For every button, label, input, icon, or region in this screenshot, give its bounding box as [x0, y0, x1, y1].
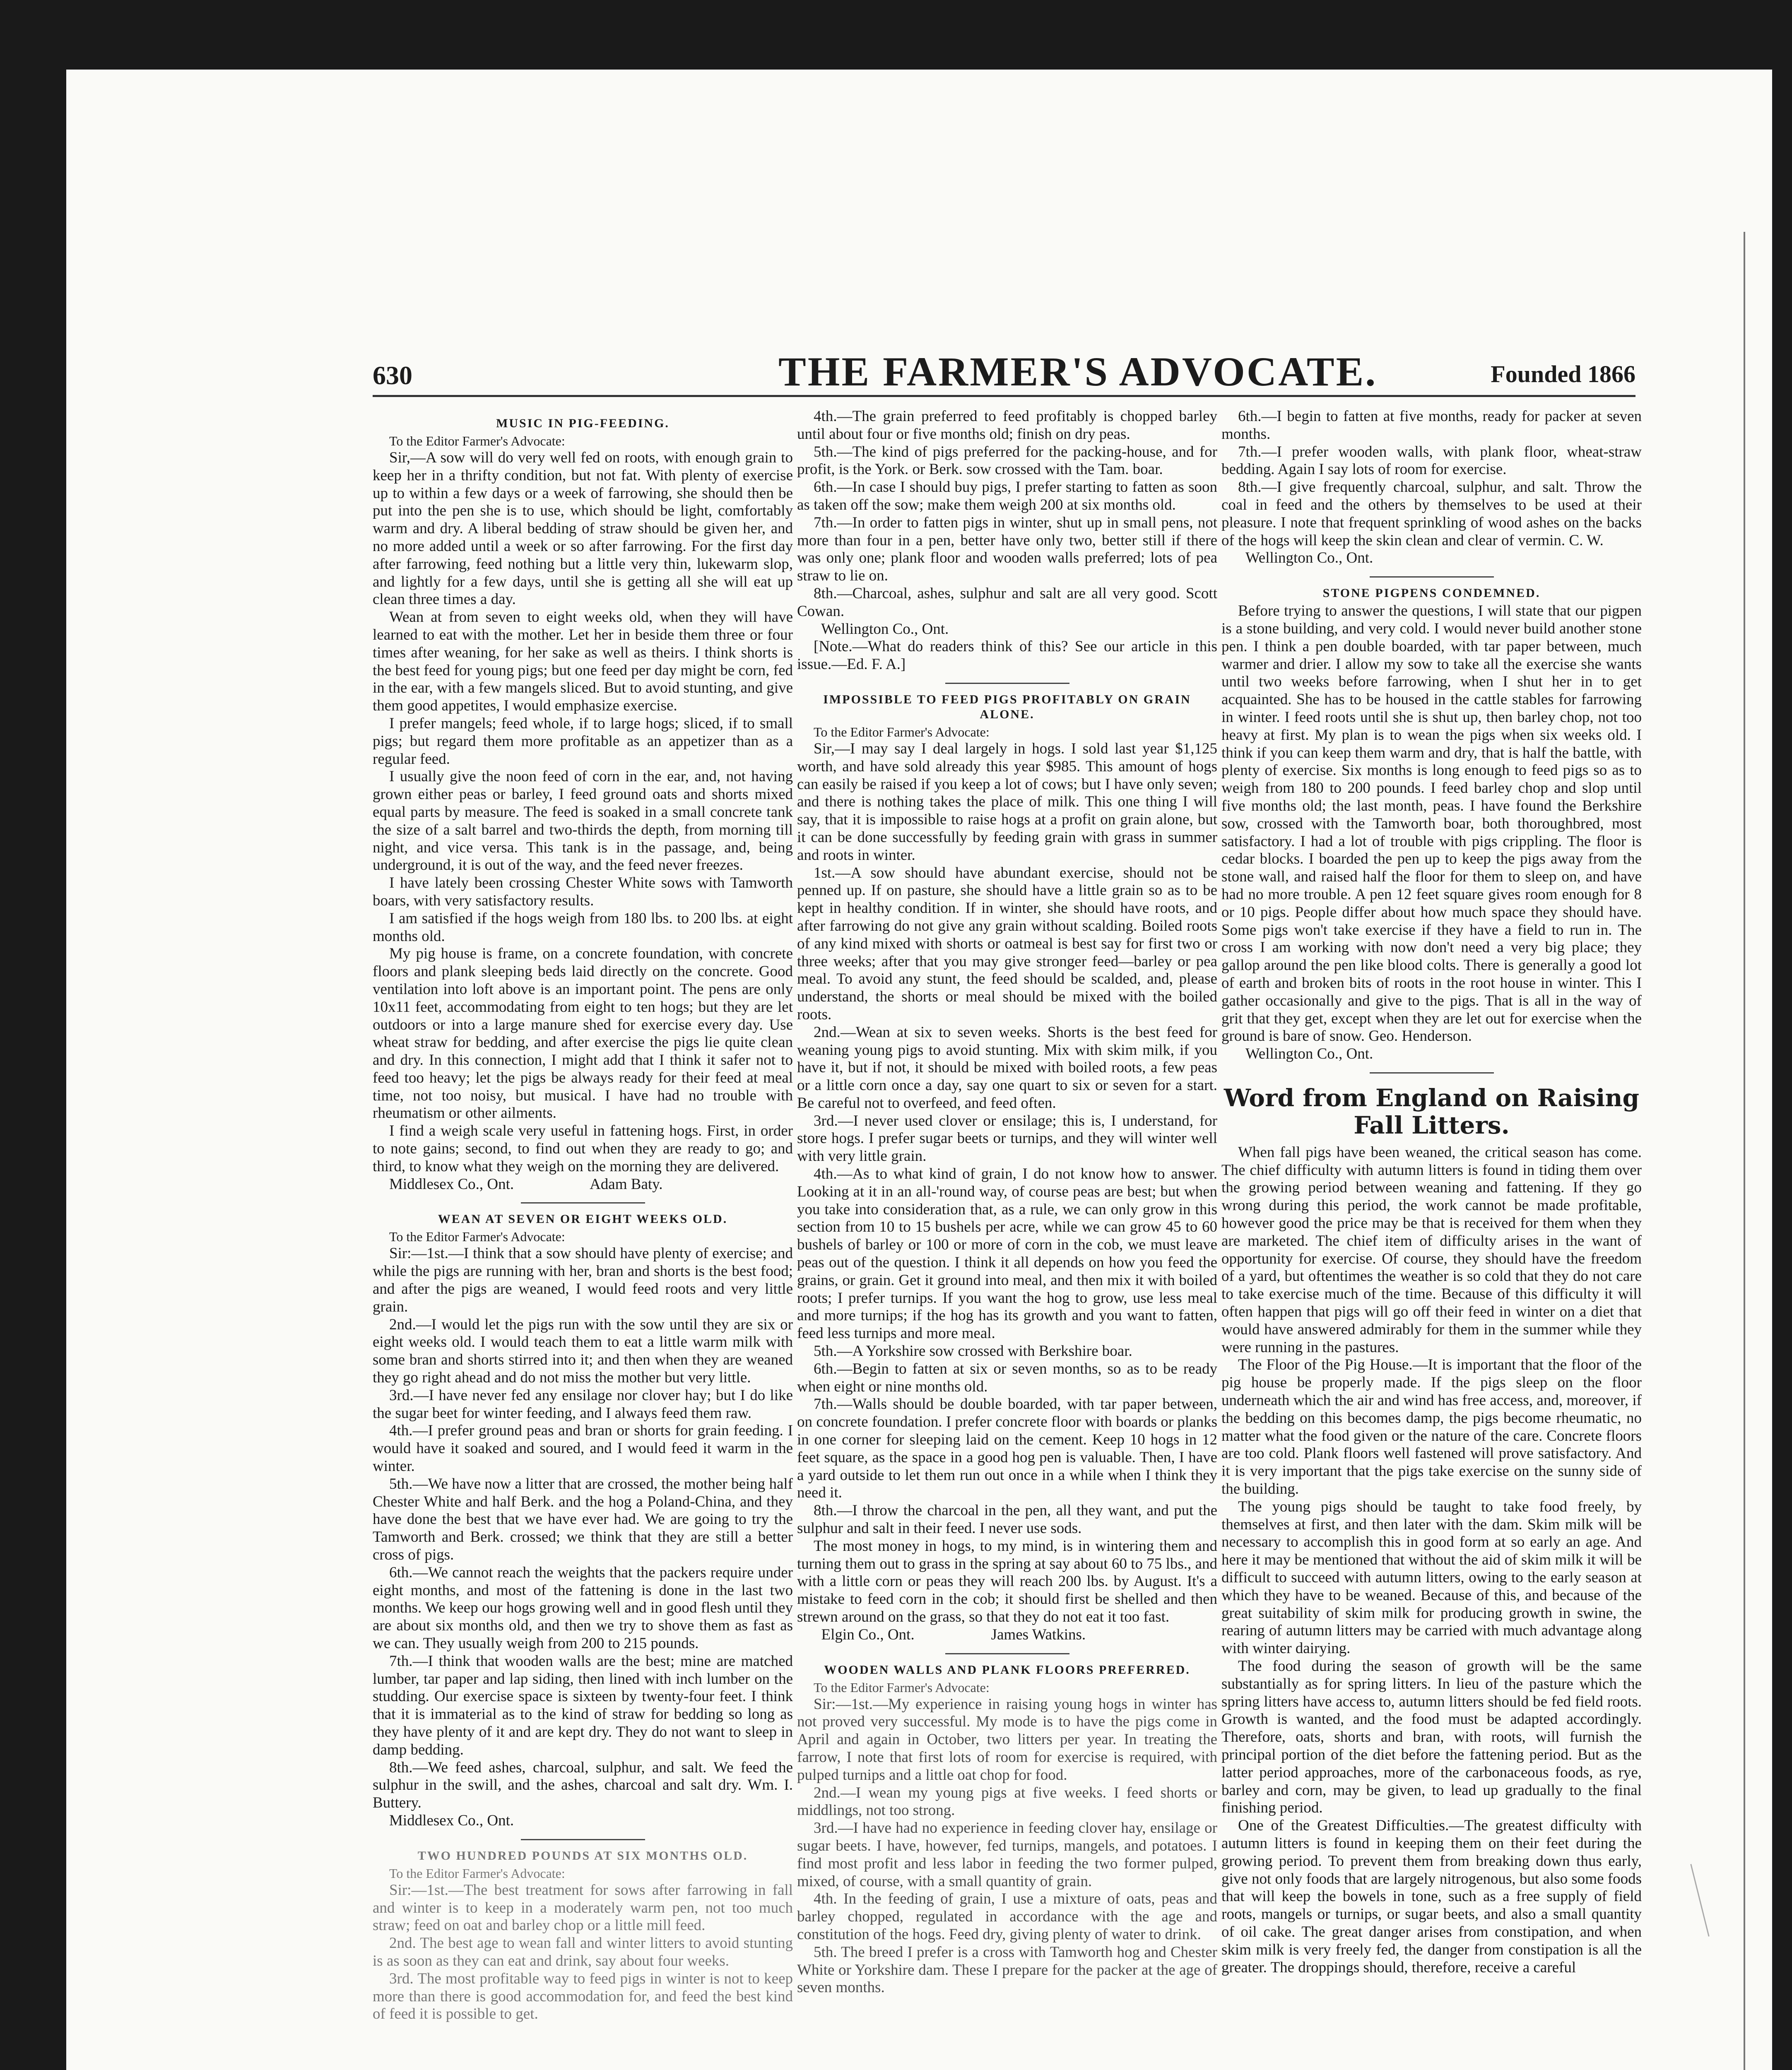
editor-salutation: To the Editor Farmer's Advocate: [389, 433, 565, 448]
signature-line: Wellington Co., Ont. [814, 620, 949, 638]
article-paragraph: 8th.—I throw the charcoal in the pen, all they want, and put the sulphur and salt in their feed. I never use sods. [797, 1502, 1217, 1537]
article-paragraph: 5th.—The kind of pigs preferred for the packing-house, and for profit, is the York. or Berk. sow crossed with the Tam. boar. [797, 443, 1217, 478]
article-paragraph: 8th.—Charcoal, ashes, sulphur and salt are all very good. Scott Cowan. [797, 585, 1217, 620]
signature-line: Wellington Co., Ont. [1238, 549, 1373, 567]
article-paragraph: 4th.—The grain preferred to feed profitably is chopped barley until about four or five months old; finish on dry peas. [797, 408, 1217, 443]
section-divider [521, 1202, 645, 1203]
article-paragraph: 2nd.—I wean my young pigs at five weeks. I feed shorts or middlings, not too strong. [797, 1784, 1217, 1819]
signature-line: Elgin Co., Ont. James Watkins. [814, 1626, 1086, 1643]
article-paragraph: 1st.—A sow should have abundant exercise, should not be penned up. If on pasture, she should have a little grain so as to be kept in healthy condition. If in winter, she should have roots, and after farrowing do not give any grain without scalding. Boiled roots of any kind mixed with shorts or oatmeal is best say for first two or three weeks; after that you may give stronger feed—barley or pea meal. To avoid any stunt, the feed should be scalded, and, please understand, the shorts or meal should be mixed with the boiled roots. [797, 864, 1217, 1023]
signature-line: Wellington Co., Ont. [1238, 1045, 1373, 1063]
section-divider [945, 683, 1069, 684]
signature-line: Middlesex Co., Ont. Adam Baty. [389, 1175, 663, 1193]
article-paragraph: Sir,—I may say I deal largely in hogs. I sold last year $1,125 worth, and have sold already this year $985. This amount of hogs can easily be raised if you keep a lot of cows; but I have only seven; and there is nothing takes the place of milk. This one thing I will say, that it is impossible to raise hogs at a profit on grain alone, but it can be done successfully by feeding grain with grass in summer and roots in winter. [797, 740, 1217, 864]
scan-border-left [0, 0, 66, 2070]
article-heading: WEAN AT SEVEN OR EIGHT WEEKS OLD. [438, 1212, 728, 1226]
editor-salutation: To the Editor Farmer's Advocate: [389, 1229, 565, 1244]
page-number: 630 [373, 361, 412, 390]
article-paragraph: 6th.—Begin to fatten at six or seven months, so as to be ready when eight or nine months old. [797, 1360, 1217, 1395]
article-paragraph: 7th.—In order to fatten pigs in winter, shut up in small pens, not more than four in a pen, better have only two, better still if there was only one; plank floor and wooden walls preferred; lots of pea straw to lie on. [797, 514, 1217, 585]
article-heading: TWO HUNDRED POUNDS AT SIX MONTHS OLD. [417, 1849, 748, 1863]
column-1 [373, 408, 793, 2064]
page-edge-line [1744, 232, 1745, 2070]
article-paragraph: 4th.—As to what kind of grain, I do not know how to answer. Looking at it in an all-'round way, of course peas are best; but when you take into consideration that, as a rule, we can only grow in this section from 10 to 15 bushels per acre, while we can grow 45 to 60 bushels of barley or 100 or more of corn in the cob, we must leave peas out of the question. I think it all depends on how you feed the grains, or grain. Get it ground into meal, and then mix it with boiled roots; I prefer turnips. If you want the hog to grow, use less meal and more turnips; if the hog has its growth and you want to fatten, feed less turnips and more meal. [797, 1165, 1217, 1342]
article-paragraph: The Floor of the Pig House.—It is important that the floor of the pig house be properly made. If the pigs sleep on the floor underneath which the air and wind has free access, and, moreover, if the bedding on this becomes damp, the pigs become rheumatic, no matter what the food given or the nature of the care. Concrete floors are too cold. Plank floors well fastened will prove satisfactory. And it is very important that the pigs take exercise on the sunny side of the building. [1221, 1356, 1642, 1498]
article-paragraph: 4th.—I prefer ground peas and bran or shorts for grain feeding. I would have it soaked and soured, and I would feed it warm in the winter. [373, 1422, 793, 1475]
article-paragraph: 8th.—I give frequently charcoal, sulphur, and salt. Throw the coal in feed and the others by themselves to be used at their pleasure. I note that frequent sprinkling of wood ashes on the backs of the hogs will keep the skin clean and clear of vermin. C. W. [1221, 479, 1642, 549]
founded-note: Founded 1866 [1491, 361, 1635, 388]
article-paragraph: Sir,—A sow will do very well fed on roots, with enough grain to keep her in a thrifty condition, but not fat. With plenty of exercise up to within a few days or a week of farrowing, she should then be put into the pen she is to use, which should be light, comfortably warm and dry. A liberal bedding of straw should be given her, and no more added until a week or so after farrowing. For the first day after farrowing, feed nothing but a little very thin, lukewarm slop, and lightly for a few days, until she is getting all she will eat up clean three times a day. [373, 449, 793, 608]
article-paragraph: 8th.—We feed ashes, charcoal, sulphur, and salt. We feed the sulphur in the swill, and the ashes, charcoal and salt dry. Wm. I. Buttery. [373, 1759, 793, 1812]
article-paragraph: 7th.—Walls should be double boarded, with tar paper between, on concrete foundation. I prefer concrete floor with boards or planks in one corner for sleeping laid on the cement. Keep 10 hogs in 12 feet square, as the space in a good hog pen is valuable. Then, I have a yard outside to let them run out once in a while when I think they need it. [797, 1396, 1217, 1502]
article-paragraph: Sir:—1st.—I think that a sow should have plenty of exercise; and while the pigs are running with her, bran and shorts is the best food; and after the pigs are weaned, I would feed roots and very little grain. [373, 1245, 793, 1315]
article-paragraph: 4th. In the feeding of grain, I use a mixture of oats, peas and barley chopped, regulated in accordance with the age and constitution of the hogs. Feed dry, giving plenty of water to drink. [797, 1890, 1217, 1943]
article-paragraph: Wean at from seven to eight weeks old, when they will have learned to eat with the mother. Let her in beside them three or four times after weaning, for her sake as well as theirs. I think shorts is the best feed for young pigs; but one feed per day might be corn, fed in the ear, with a few mangels sliced. But to avoid stunting, and give them good appetites, I would emphasize exercise. [373, 609, 793, 715]
editor-salutation: To the Editor Farmer's Advocate: [389, 1865, 565, 1881]
section-divider [945, 1653, 1069, 1654]
article-paragraph: The young pigs should be taught to take food freely, by themselves at first, and then later with the dam. Skim milk will be necessary to accomplish this in good form at so early an age. And here it may be mentioned that without the aid of skim milk it will be difficult to succeed with autumn litters, owing to the early season at which they have to be weaned. Because of this, and because of the great suitability of skim milk for producing growth in swine, the rearing of autumn litters may be carried with much advantage along with winter dairying. [1221, 1498, 1642, 1657]
article-paragraph: 6th.—In case I should buy pigs, I prefer starting to fatten as soon as taken off the sow; make them weigh 200 at six months old. [797, 479, 1217, 513]
editor-salutation: To the Editor Farmer's Advocate: [814, 1680, 990, 1695]
article-paragraph: 5th. The breed I prefer is a cross with Tamworth hog and Chester White or Yorkshire dam. These I prepare for the packer at the age of seven months. [797, 1943, 1217, 1996]
article-paragraph: One of the Greatest Difficulties.—The greatest difficulty with autumn litters is found in keeping them on their feet during the growing period. To prevent them from breaking down thus early, give not only foods that are largely nitrogenous, but also some foods that will keep the bowels in tone, such as a free supply of field roots, mangels or turnips, or sugar beets, and also a small quantity of oil cake. The great danger arises from constipation, and when skim milk is very freely fed, the danger from constipation is all the greater. The droppings should, therefore, receive a careful [1221, 1817, 1642, 1976]
article-paragraph: 3rd.—I have had no experience in feeding clover hay, ensilage or sugar beets. I have, however, fed turnips, mangels, and potatoes. I find most profit and less labor in feeding the two former pulped, mixed, of course, with a small quantity of grain. [797, 1820, 1217, 1890]
column-2 [797, 408, 1217, 2064]
signature-line: Middlesex Co., Ont. [389, 1812, 514, 1829]
article-paragraph: 3rd.—I never used clover or ensilage; this is, I understand, for store hogs. I prefer sugar beets or turnips, and they will winter well with very little grain. [797, 1112, 1217, 1165]
article-paragraph: Sir:—1st.—My experience in raising young hogs in winter has not proved very successful. My mode is to have the pigs come in April and again in October, two litters per year. In treating the farrow, I note that first lots of room for exercise is required, with pulped turnips and a little oat chop for food. [797, 1695, 1217, 1784]
article-paragraph: 3rd. The most profitable way to feed pigs in winter is not to keep more than there is good accommodation for, and feed the best kind of feed it is possible to get. [373, 1970, 793, 2023]
article-paragraph: When fall pigs have been weaned, the critical season has come. The chief difficulty with autumn litters is found in tiding them over the growing period between weaning and fattening. If they go wrong during this period, the work cannot be made profitable, however good the price may be that is received for them when they are marketed. The chief item of difficulty arises in the want of opportunity for exercise. Of course, they should have the freedom of a yard, but oftentimes the weather is so cold that they do not care to take exercise much of the time. Because of this difficulty it will often happen that pigs will go off their feed in winter on a diet that would have answered admirably for them in the summer while they were running in the pastures. [1221, 1143, 1642, 1356]
article-paragraph: I usually give the noon feed of corn in the ear, and, not having grown either peas or barley, I feed ground oats and shorts mixed equal parts by measure. The feed is soaked in a small concrete tank the size of a salt barrel and two-thirds the depth, from morning till night, and vice versa. This tank is in the passage, and, being underground, it is out of the way, and the feed never freezes. [373, 768, 793, 874]
article-paragraph: I find a weigh scale very useful in fattening hogs. First, in order to note gains; second, to find out when they are ready to go; and third, to know what they weigh on the morning they are delivered. [373, 1122, 793, 1175]
column-3 [1221, 408, 1642, 2064]
article-paragraph: 5th.—A Yorkshire sow crossed with Berkshire boar. [814, 1343, 1132, 1360]
article-paragraph: 5th.—We have now a litter that are crossed, the mother being half Chester White and half Berk. and the hog a Poland-China, and they have done the best that we have ever had. We are going to try the Tamworth and Berk. crossed; we think that they are still a better cross of pigs. [373, 1475, 793, 1564]
article-heading: MUSIC IN PIG-FEEDING. [496, 416, 670, 430]
article-paragraph: The most money in hogs, to my mind, is in wintering them and turning them out to grass in the spring at say about 60 to 75 lbs., and with a little corn or peas they will reach 200 lbs. by August. It's a mistake to feed corn in the cob; it should first be shelled and then strewn around on the grass, so that they do not eat it too fast. [797, 1537, 1217, 1625]
article-heading: IMPOSSIBLE TO FEED PIGS PROFITABLY ON GRAIN ALONE. [823, 692, 1191, 721]
article-paragraph: I am satisfied if the hogs weigh from 180 lbs. to 200 lbs. at eight months old. [373, 910, 793, 945]
article-paragraph: 7th.—I prefer wooden walls, with plank floor, wheat-straw bedding. Again I say lots of room for exercise. [1221, 443, 1642, 478]
feature-headline: Word from England on Raising Fall Litters. [1224, 1083, 1640, 1139]
section-divider [1370, 1072, 1494, 1074]
article-paragraph: Sir:—1st.—The best treatment for sows after farrowing in fall and winter is to keep in a moderately warm pen, not too much straw; feed on oat and barley chop or a little mill feed. [373, 1881, 793, 1934]
article-paragraph: 7th.—I think that wooden walls are the best; mine are matched lumber, tar paper and lap siding, then lined with inch lumber on the studding. Our exercise space is sixteen by twenty-four feet. I think that it is immaterial as to the kind of straw for bedding so long as they have plenty of it and are kept dry. They do not want to sleep in damp bedding. [373, 1652, 793, 1758]
article-paragraph: 6th.—We cannot reach the weights that the packers require under eight months, and most of the fattening is done in the last two months. We keep our hogs growing well and in good flesh until they are about six months old, and then we try to shove them as fast as we can. They usually weigh from 200 to 215 pounds. [373, 1564, 793, 1652]
article-paragraph: 2nd. The best age to wean fall and winter litters to avoid stunting is as soon as they can eat and drink, say about four weeks. [373, 1935, 793, 1969]
header-rule [373, 395, 1635, 397]
article-paragraph: 3rd.—I have never fed any ensilage nor clover hay; but I do like the sugar beet for winter feeding, and I always feed them raw. [373, 1386, 793, 1422]
scan-border-top [0, 0, 1792, 70]
article-paragraph: The food during the season of growth will be the same substantially as for spring litters. In lieu of the pasture which the spring litters have access to, autumn litters should be fed field roots. Growth is wanted, and the food must be adapted accordingly. Therefore, oats, shorts and bran, with roots, will furnish the principal portion of the diet before the fattening period. But as the latter period approaches, more of the carbonaceous foods, as rye, barley and corn, may be given, to lead up gradually to the final finishing period. [1221, 1658, 1642, 1817]
article-heading: STONE PIGPENS CONDEMNED. [1322, 586, 1541, 600]
article-heading: WOODEN WALLS AND PLANK FLOORS PREFERRED. [824, 1663, 1190, 1677]
section-divider [1370, 576, 1494, 578]
editor-salutation: To the Editor Farmer's Advocate: [814, 724, 990, 739]
section-divider [521, 1839, 645, 1840]
article-paragraph: 2nd.—Wean at six to seven weeks. Shorts is the best feed for weaning young pigs to avoid stunting. Mix with skim milk, if you have it, but if not, it should be mixed with boiled roots, a few peas or a little corn once a day, say one quart to six or seven for a start. Be careful not to overfeed, and feed often. [797, 1023, 1217, 1112]
masthead-title: THE FARMER'S ADVOCATE. [778, 349, 1378, 395]
page-header [373, 348, 1635, 397]
article-paragraph: 6th.—I begin to fatten at five months, ready for packer at seven months. [1221, 408, 1642, 443]
article-paragraph: I prefer mangels; feed whole, if to large hogs; sliced, if to small pigs; but regard them more profitable as an appetizer than as a regular feed. [373, 715, 793, 768]
scan-border-right [1772, 0, 1792, 2070]
article-paragraph: Before trying to answer the questions, I will state that our pigpen is a stone building, and very cold. I would never build another stone pen. I think a pen double boarded, with tar paper between, much warmer and drier. I allow my sow to take all the exercise she wants until two weeks before farrowing, when I shut her in to get acquainted. She has to be housed in the cattle stables for farrowing in winter. I feed roots until she is shut up, then barley chop, not too heavy at first. My plan is to wean the pigs when six weeks old. I think if you can keep them warm and dry, that is half the battle, with plenty of exercise. Six months is long enough to feed pigs so as to weigh from 180 to 200 pounds. I feed barley chop and slop until five months old; the last month, peas. I have found the Berkshire sow, crossed with the Tamworth boar, both thoroughbred, most satisfactory. I had a lot of trouble with pigs crippling. The floor is cedar blocks. I boarded the pen up to keep the pigs away from the stone wall, and raised half the floor for them to sleep on, and have had no more trouble. A pen 12 feet square gives room enough for 8 or 10 pigs. People differ about how much space they should have. Some pigs won't take exercise if they have a field to run in. The cross I am working with now don't need a very big place; they gallop around the pen like blood colts. There is generally a good lot of earth and broken bits of roots in the root house in winter. This I gather occasionally and give to the pigs. That is all in the way of grit that they get, except when they are let out for exercise when the ground is bare of snow. Geo. Henderson. [1221, 602, 1642, 1045]
article-paragraph: I have lately been crossing Chester White sows with Tamworth boars, with very satisfactory results. [373, 874, 793, 909]
article-paragraph: [Note.—What do readers think of this? See our article in this issue.—Ed. F. A.] [797, 638, 1217, 673]
article-paragraph: 2nd.—I would let the pigs run with the sow until they are six or eight weeks old. I would teach them to eat a little warm milk with some bran and shorts stirred into it; and then when they are weaned they go right ahead and do not miss the mother but very little. [373, 1316, 793, 1386]
article-paragraph: My pig house is frame, on a concrete foundation, with concrete floors and plank sleeping beds laid directly on the concrete. Good ventilation into loft above is an important point. The pens are only 10x11 feet, accommodating from eight to ten hogs; but they are let outdoors or into a large manure shed for exercise every day. Use wheat straw for bedding, and after exercise the pigs lie quite clean and dry. In this connection, I might add that I think it safer not to feed too heavy; let the pigs be always ready for their feed at meal time, not too noisy, but musical. I have had no trouble with rheumatism or other ailments. [373, 945, 793, 1122]
